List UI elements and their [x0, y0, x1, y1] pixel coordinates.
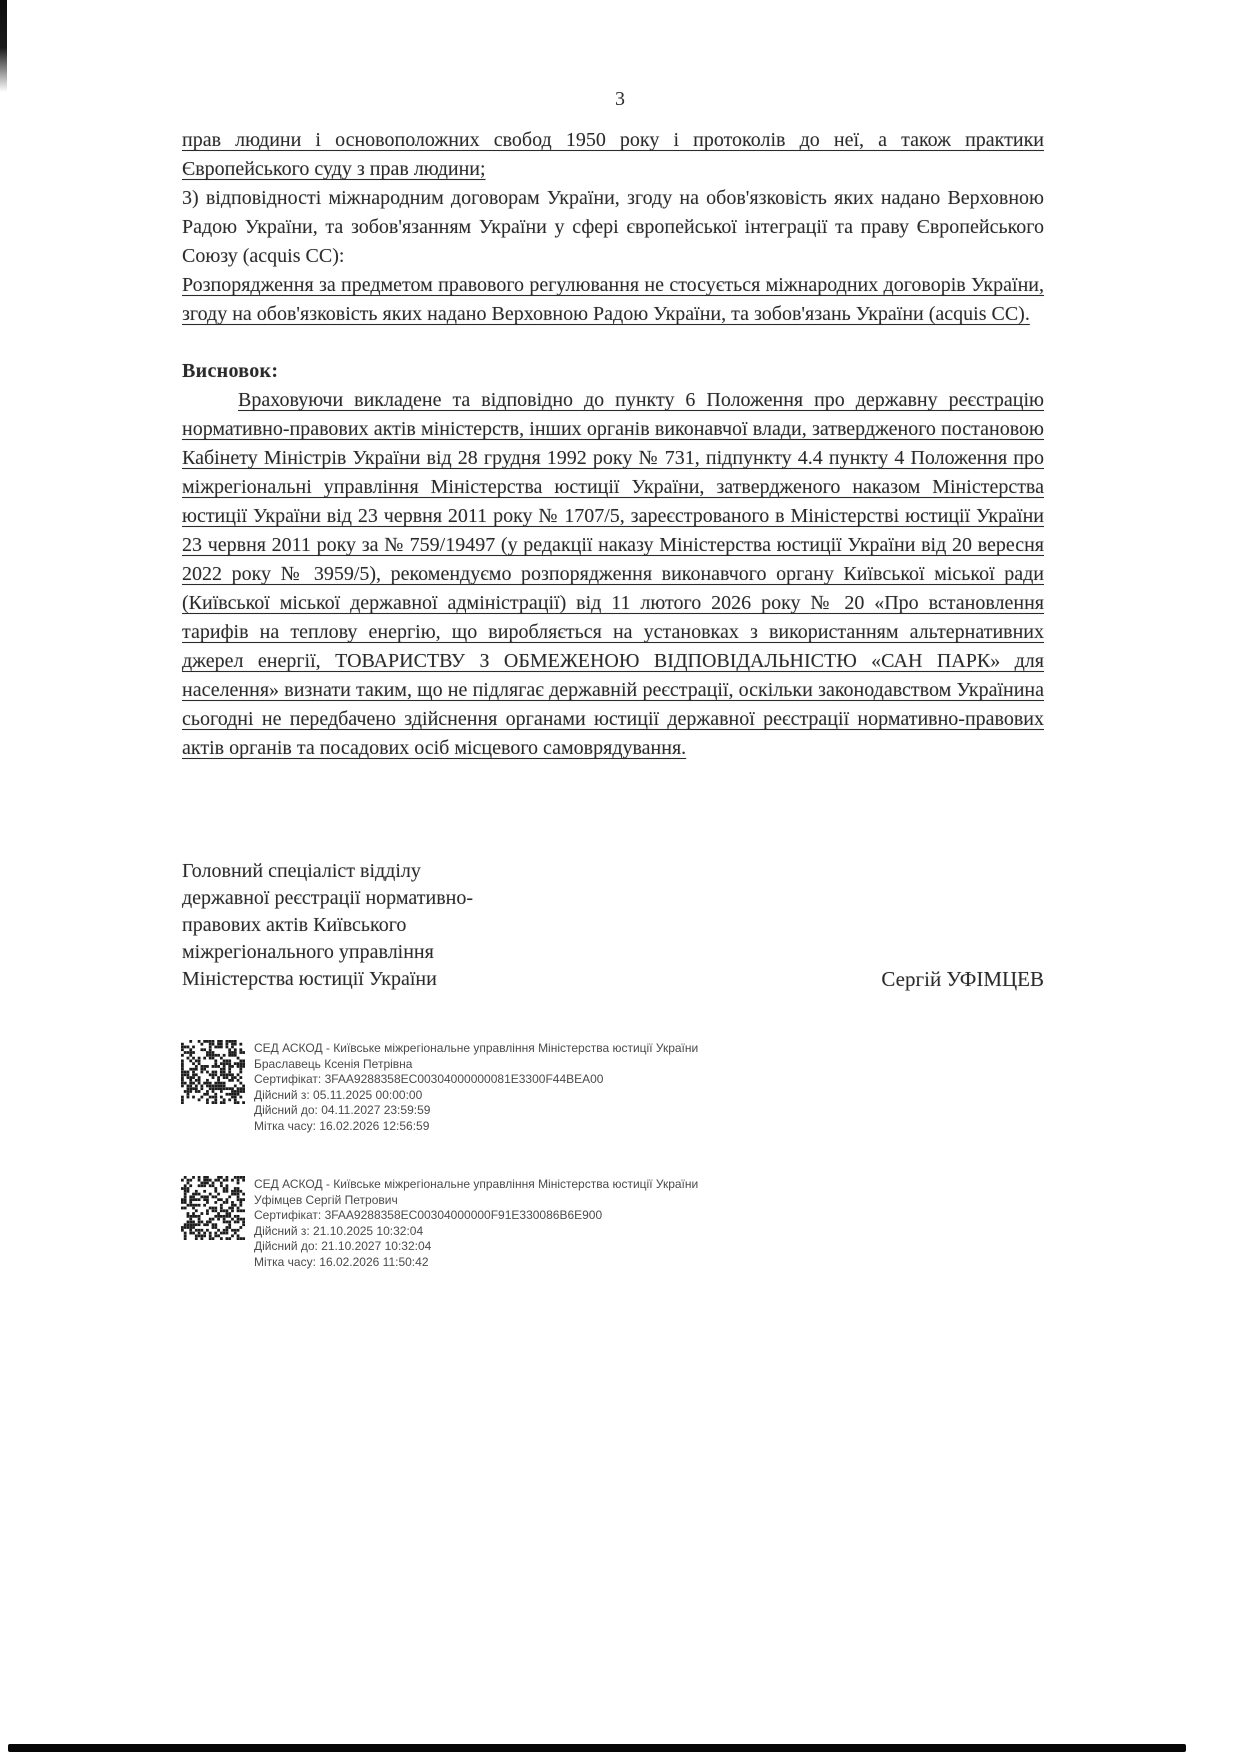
qr-code-icon: [181, 1176, 245, 1240]
stamp-timestamp: Мітка часу: 16.02.2026 12:56:59: [254, 1118, 430, 1133]
scan-edge-artifact-top-left: [0, 0, 7, 92]
signer-position-line: Міністерства юстиції України: [182, 968, 437, 990]
stamp-valid-from: Дійсний з: 05.11.2025 00:00:00: [254, 1087, 423, 1102]
paragraph-human-rights: прав людини і основоположних свобод 1950 року і протоколів до неї, а також практики Європейського суду з прав людини;: [182, 129, 1044, 180]
stamp-certificate: Сертифікат: 3FAA9288358EC00304000000081E3300F44BEA00: [254, 1072, 604, 1086]
stamp-valid-to: Дійсний до: 21.10.2027 10:32:04: [254, 1239, 432, 1253]
stamp-details: [254, 1040, 698, 1134]
digital-signature-stamp-2: [181, 1176, 698, 1270]
signer-name: Сергій УФІМЦЕВ: [881, 967, 1044, 991]
stamp-timestamp: Мітка часу: 16.02.2026 11:50:42: [254, 1254, 429, 1269]
stamp-valid-to: Дійсний до: 04.11.2027 23:59:59: [254, 1103, 431, 1117]
conclusion-paragraph: Враховуючи викладене та відповідно до пункту 6 Положення про державну реєстрацію нормативно-правових актів міністерств, інших органів виконавчої влади, затвердженого постановою Кабінету Міністрів України від 28 грудня 1992 року № 731, підпункту 4.4 пункту 4 Положення про міжрегіональні управління Міністерства юстиції України, затвердженого наказом Міністерства юстиції України від 23 червня 2011 року № 1707/5, зареєстрованого в Міністерстві юстиції України 23 червня 2011 року за № 759/19497 (у редакції наказу Міністерства юстиції України від 20 вересня 2022 року № 3959/5), рекомендуємо розпорядження виконавчого органу Київської міської ради (Київської міської державної адміністрації) від 11 лютого 2026 року № 20 «Про встановлення тарифів на теплову енергію, що виробляється на установках з використанням альтернативних джерел енергії, ТОВАРИСТВУ З ОБМЕЖЕНОЮ ВІДПОВІДАЛЬНІСТЮ «САН ПАРК» для населення» визнати таким, що не підлягає державній реєстрації, оскільки законодавством Українина сьогодні не передбачено здійснення органами юстиції державної реєстрації нормативно-правових актів органів та посадових осіб місцевого самоврядування.: [182, 389, 1044, 759]
scan-edge-artifact-bottom: [8, 1744, 1186, 1752]
signer-position-line: правових актів Київського: [182, 914, 407, 936]
stamp-signer-name: Уфімцев Сергій Петрович: [254, 1192, 398, 1207]
signer-position-line: державної реєстрації нормативно-: [182, 887, 473, 909]
conclusion-heading: Висновок:: [182, 360, 279, 382]
stamp-details: [254, 1176, 698, 1270]
digital-signature-stamp-1: [181, 1040, 698, 1134]
stamp-certificate: Сертифікат: 3FAA9288358EC00304000000F91E330086B6E900: [254, 1208, 603, 1222]
paragraph-item-3: 3) відповідності міжнародним договорам України, згоду на обов'язковість яких надано Верховною Радою України, та зобов'язанням України у сфері європейської інтеграції та праву Європейського Союзу (acquis CC):: [182, 187, 1044, 267]
qr-code-icon: [181, 1040, 245, 1104]
stamp-valid-from: Дійсний з: 21.10.2025 10:32:04: [254, 1223, 424, 1238]
paragraph-scope-statement: Розпорядження за предметом правового регулювання не стосується міжнародних договорів України, згоду на обов'язковість яких надано Верховною Радою України, та зобов'язань України (acquis CC).: [182, 274, 1044, 325]
stamp-system-name: СЕД АСКОД - Київське міжрегіональне управління Міністерства юстиції України: [254, 1041, 699, 1055]
signer-position-line: Головний спеціаліст відділу: [182, 860, 421, 882]
page-number: 3: [615, 88, 625, 110]
signer-position: [182, 858, 473, 993]
signer-position-line: міжрегіонального управління: [182, 941, 434, 963]
stamp-system-name: СЕД АСКОД - Київське міжрегіональне управління Міністерства юстиції України: [254, 1177, 699, 1191]
stamp-signer-name: Браславець Ксенія Петрівна: [254, 1056, 413, 1071]
document-body: [182, 126, 1044, 763]
signature-block: [182, 858, 1044, 993]
